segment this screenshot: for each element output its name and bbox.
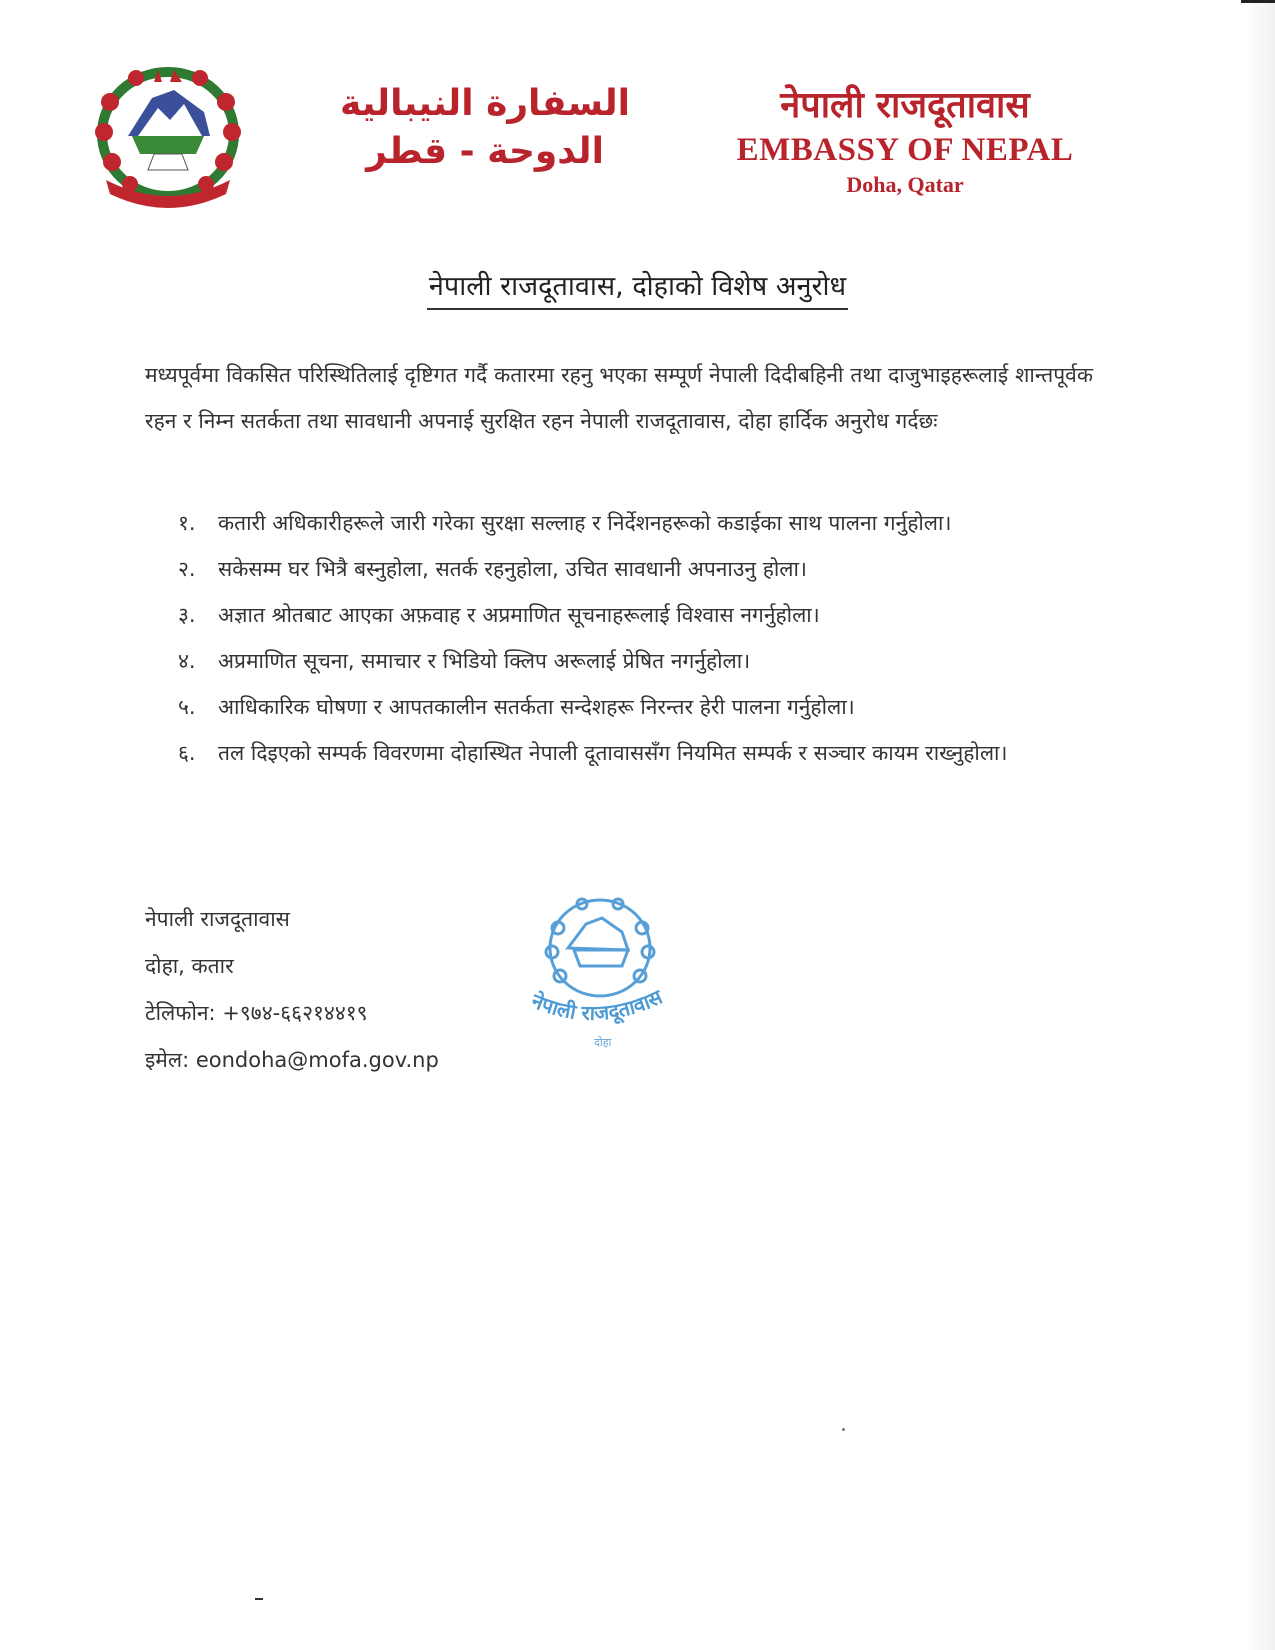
list-item-number: ५.	[178, 695, 196, 719]
list-item	[178, 684, 1096, 730]
scan-speck	[255, 1598, 263, 1600]
scan-speck	[842, 1428, 845, 1431]
stamp-subtext: दोहा	[594, 1036, 612, 1049]
list-item-number: १.	[178, 511, 196, 535]
intro-paragraph: मध्यपूर्वमा विकसित परिस्थितिलाई दृष्टिगत गर्दै कतारमा रहनु भएका सम्पूर्ण नेपाली दिदीबहिनी तथा दाजुभाइहरूलाई शान्तपूर्वक रहन र निम्न सतर्कता तथा सावधानी अपनाई सुरक्षित रहन नेपाली राजदूतावास, दोहा हार्दिक अनुरोध गर्दछः	[145, 363, 1093, 433]
list-item-text: तल दिइएको सम्पर्क विवरणमा दोहास्थित नेपाली दूतावाससँग नियमित सम्पर्क र सञ्चार कायम राख्नुहोला।	[218, 741, 1008, 765]
list-item	[178, 638, 1096, 684]
list-item-number: ६.	[178, 741, 196, 765]
list-item-number: ४.	[178, 649, 196, 673]
arabic-city: الدوحة - قطر	[366, 131, 604, 172]
nepal-coat-of-arms-icon	[92, 62, 244, 212]
official-stamp-icon	[512, 888, 692, 1058]
signature-email: इमेल: eondoha@mofa.gov.np	[145, 1048, 439, 1072]
letterhead-city: Doha, Qatar	[846, 172, 964, 197]
list-item-number: २.	[178, 557, 196, 581]
list-item-text: आधिकारिक घोषणा र आपतकालीन सतर्कता सन्देशहरू निरन्तर हेरी पालना गर्नुहोला।	[218, 695, 855, 719]
list-item-text: कतारी अधिकारीहरूले जारी गरेका सुरक्षा सल्लाह र निर्देशनहरूको कडाईका साथ पालना गर्नुहोला।	[218, 511, 952, 535]
emblem-map	[148, 154, 188, 170]
signature-place: दोहा, कतार	[145, 954, 234, 978]
signature-phone: टेलिफोन: +९७४-६६२१४४१९	[145, 1001, 368, 1025]
arabic-embassy-name: السفارة النيبالية	[340, 83, 630, 124]
corner-mark	[1241, 0, 1275, 3]
list-item-text: सकेसम्म घर भित्रै बस्नुहोला, सतर्क रहनुहोला, उचित सावधानी अपनाउनु होला।	[218, 557, 807, 581]
stamp-emblem	[546, 899, 654, 996]
signature-block	[145, 896, 565, 1084]
list-item	[178, 500, 1096, 546]
advisory-list	[178, 500, 1096, 776]
arabic-letterhead	[330, 80, 640, 176]
scan-edge-shadow	[1245, 0, 1275, 1650]
notice-title-wrap	[0, 268, 1275, 310]
list-item-text: अप्रमाणित सूचना, समाचार र भिडियो क्लिप अरूलाई प्रेषित नगर्नुहोला।	[218, 649, 751, 673]
list-item	[178, 592, 1096, 638]
signature-office: नेपाली राजदूतावास	[145, 907, 290, 931]
stamp-text: नेपाली राजदूतावास	[528, 984, 666, 1025]
list-item-number: ३.	[178, 603, 196, 627]
english-embassy-name: EMBASSY OF NEPAL	[736, 132, 1074, 168]
list-item-text: अज्ञात श्रोतबाट आएका अफ़वाह र अप्रमाणित सूचनाहरूलाई विश्वास नगर्नुहोला।	[218, 603, 820, 627]
nepali-embassy-name: नेपाली राजदूतावास	[780, 85, 1030, 126]
list-item	[178, 730, 1096, 776]
letterhead-right	[710, 82, 1100, 200]
emblem-mountains	[128, 90, 210, 154]
list-item	[178, 546, 1096, 592]
notice-title: नेपाली राजदूतावास, दोहाको विशेष अनुरोध	[427, 268, 848, 310]
